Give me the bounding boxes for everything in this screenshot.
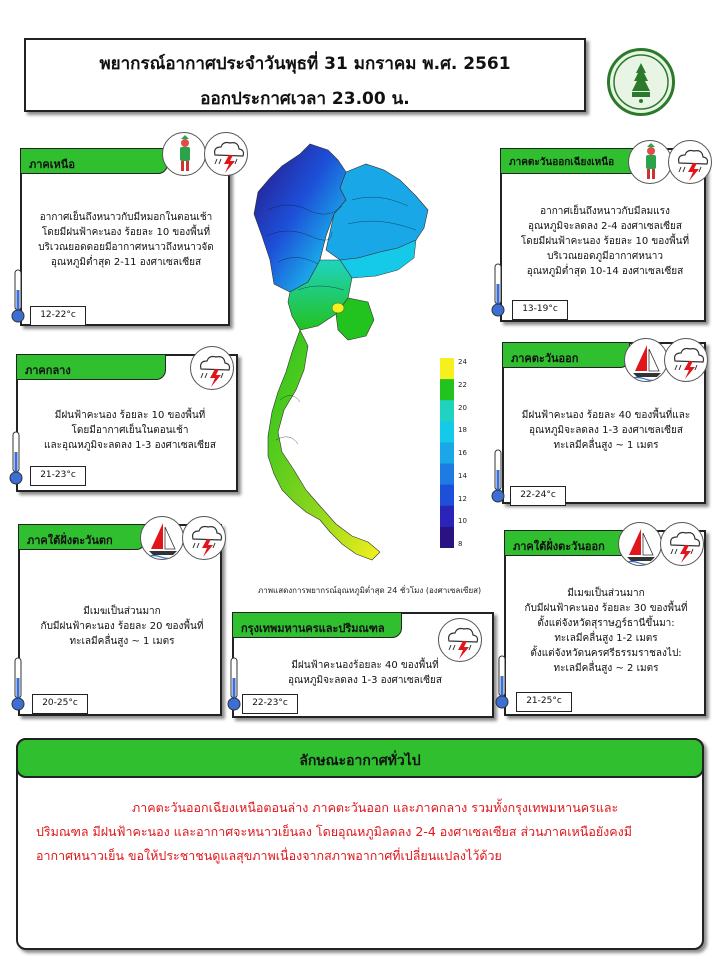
south-east-region-title: ภาคใต้ฝั่งตะวันออก [504, 530, 632, 556]
northeast-temp-range: 13-19°c [512, 300, 568, 320]
forecast-line: มีฝนฟ้าคะนอง ร้อยละ 40 ของพื้นที่และ [521, 410, 691, 421]
summary-line: ภาคตะวันออกเฉียงเหนือตอนล่าง ภาคตะวันออก และภาคกลาง รวมทั้งกรุงเทพมหานครและ [132, 800, 619, 815]
south-west-region-title: ภาคใต้ฝั่งตะวันตก [18, 524, 146, 550]
south-east-temp-range: 21-25°c [516, 692, 572, 712]
forecast-line: และอุณหภูมิจะลดลง 1-3 องศาเซลเซียส [44, 440, 216, 451]
thermometer-icon [10, 268, 26, 324]
general-weather-text [36, 796, 686, 868]
forecast-line: อุณหภูมิต่ำสุด 10-14 องศาเซลเซียส [526, 266, 684, 277]
forecast-line: กับมีฝนฟ้าคะนอง ร้อยละ 30 ของพื้นที่ [524, 603, 688, 614]
forecast-line: กับมีฝนฟ้าคะนอง ร้อยละ 20 ของพื้นที่ [40, 621, 204, 632]
sailboat-icon [140, 516, 184, 560]
forecast-line: อุณหภูมิจะลดลง 1-3 องศาเซลเซียส [288, 675, 442, 686]
thunderstorm-icon [182, 516, 226, 560]
legend-swatch [440, 464, 454, 486]
northeast-region-text [508, 204, 702, 279]
forecast-line: มีเมฆเป็นส่วนมาก [567, 588, 645, 599]
north-region-title: ภาคเหนือ [20, 148, 168, 174]
legend-swatch [440, 421, 454, 443]
thermometer-icon [8, 430, 24, 486]
forecast-line: อุณหภูมิจะลดลง 1-3 องศาเซลเซียส [529, 425, 683, 436]
forecast-line: ทะเลมีคลื่นสูง ~ 1 เมตร [69, 636, 175, 647]
south-east-region-text [508, 586, 704, 676]
forecast-title-box [24, 38, 586, 112]
issue-time-title: ออกประกาศเวลา 23.00 น. [200, 89, 410, 109]
forecast-line: บริเวณยอดดอยมีอากาศหนาวถึงหนาวจัด [38, 242, 214, 253]
general-weather-title: ลักษณะอากาศทั่วไป [16, 738, 704, 778]
legend-swatch [440, 358, 454, 380]
cold-person-icon [628, 140, 672, 184]
tmd-seal-icon [607, 48, 675, 116]
summary-line: ปริมณฑล มีฝนฟ้าคะนอง และอากาศจะหนาวเย็นลง โดยอุณหภูมิลดลง 2-4 องศาเซลเซียส ส่วนภาคเหนือยังคงมี [36, 824, 632, 839]
legend-swatch [440, 379, 454, 401]
bangkok-region-text [240, 658, 490, 688]
legend-tick-label: 14 [458, 471, 467, 480]
legend-tick-label: 24 [458, 358, 467, 366]
thunderstorm-icon [668, 140, 712, 184]
south-west-temp-range: 20-25°c [32, 694, 88, 714]
legend-tick-label: 12 [458, 494, 467, 503]
thermometer-icon [226, 656, 242, 712]
forecast-line: มีฝนฟ้าคะนองร้อยละ 40 ของพื้นที่ [291, 660, 439, 671]
legend-swatch [440, 506, 454, 528]
forecast-date-title: พยากรณ์อากาศประจำวันพุธที่ 31 มกราคม พ.ศ. 2561 [99, 54, 511, 74]
central-region-title: ภาคกลาง [16, 354, 166, 380]
legend-tick-label: 22 [458, 380, 467, 389]
forecast-line: โดยมีอากาศเย็นในตอนเช้า [71, 425, 189, 436]
temperature-legend-bar [440, 358, 454, 548]
temperature-legend-labels [456, 358, 480, 548]
sailboat-icon [618, 522, 662, 566]
east-region-text [508, 408, 704, 453]
forecast-line: ทะเลมีคลื่นสูง 1-2 เมตร [554, 633, 658, 644]
north-region-text [28, 210, 224, 270]
map-caption: ภาพแสดงการพยากรณ์อุณหภูมิต่ำสุด 24 ชั่วโมง (องศาเซลเซียส) [258, 586, 482, 595]
northeast-region-title: ภาคตะวันออกเฉียงเหนือ [500, 148, 642, 174]
thermometer-icon [10, 656, 26, 712]
sailboat-icon [624, 338, 668, 382]
thailand-temperature-map [248, 140, 438, 570]
forecast-line: อากาศเย็นถึงหนาวกับมีหมอกในตอนเช้า [39, 212, 213, 223]
forecast-line: ตั้งแต่จังหวัดนครศรีธรรมราชลงไป: [530, 648, 682, 659]
forecast-line: โดยมีฝนฟ้าคะนอง ร้อยละ 10 ของพื้นที่ [41, 227, 211, 238]
forecast-line: โดยมีฝนฟ้าคะนอง ร้อยละ 10 ของพื้นที่ [520, 236, 690, 247]
legend-tick-label: 20 [458, 403, 467, 412]
bangkok-temp-range: 22-23°c [242, 694, 298, 714]
legend-tick-label: 8 [458, 540, 463, 548]
forecast-line: บริเวณยอดภูมีอากาศหนาว [547, 251, 663, 262]
bangkok-region-title: กรุงเทพมหานครและปริมณฑล [232, 612, 402, 638]
thunderstorm-icon [664, 338, 708, 382]
central-temp-range: 21-23°c [30, 466, 86, 486]
forecast-line: มีฝนฟ้าคะนอง ร้อยละ 10 ของพื้นที่ [54, 410, 206, 421]
thunderstorm-icon [204, 132, 248, 176]
forecast-line: อุณหภูมิต่ำสุด 2-11 องศาเซลเซียส [50, 257, 202, 268]
thunderstorm-icon [190, 346, 234, 390]
thunderstorm-icon [660, 522, 704, 566]
forecast-line: มีเมฆเป็นส่วนมาก [83, 606, 161, 617]
south-west-region-text [24, 604, 220, 649]
legend-swatch [440, 442, 454, 464]
summary-line: อากาศหนาวเย็น ขอให้ประชาชนดูแลสุขภาพเนื่องจากสภาพอากาศที่เปลี่ยนแปลงไว้ด้วย [36, 848, 502, 863]
forecast-line: ทะเลมีคลื่นสูง ~ 1 เมตร [553, 440, 659, 451]
forecast-line: อากาศเย็นถึงหนาวกับมีลมแรง [540, 206, 670, 217]
legend-swatch [440, 485, 454, 507]
legend-swatch [440, 527, 454, 548]
cold-person-icon [162, 132, 206, 176]
legend-tick-label: 10 [458, 517, 467, 526]
thunderstorm-icon [438, 618, 482, 662]
map-south-region [268, 330, 380, 560]
legend-swatch [440, 400, 454, 422]
thermometer-icon [490, 262, 506, 318]
north-temp-range: 12-22°c [30, 306, 86, 326]
legend-tick-label: 18 [458, 426, 467, 435]
forecast-line: อุณหภูมิจะลดลง 2-4 องศาเซลเซียส [528, 221, 682, 232]
central-region-text [24, 408, 236, 453]
forecast-line: ทะเลมีคลื่นสูง ~ 2 เมตร [553, 663, 659, 674]
east-temp-range: 22-24°c [510, 486, 566, 506]
legend-tick-label: 16 [458, 449, 467, 457]
thermometer-icon [494, 654, 510, 710]
thermometer-icon [490, 448, 506, 504]
east-region-title: ภาคตะวันออก [502, 342, 630, 368]
forecast-line: ตั้งแต่จังหวัดสุราษฎร์ธานีขึ้นมา: [537, 618, 675, 629]
